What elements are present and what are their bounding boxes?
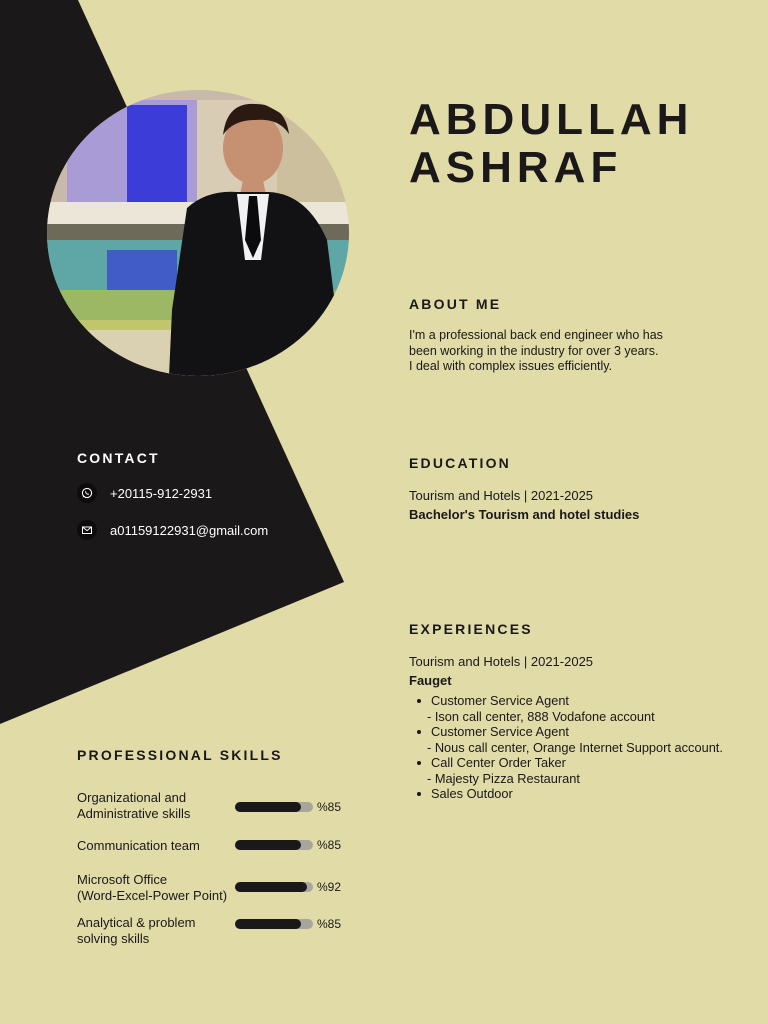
education-title: EDUCATION (409, 455, 511, 471)
last-name: ASHRAF (409, 143, 623, 192)
skill-label-line: Analytical & problem (77, 915, 196, 930)
experience-list (414, 693, 723, 802)
experience-company: Fauget (409, 673, 452, 688)
education-line: Tourism and Hotels | 2021-2025 (409, 488, 594, 503)
first-name: ABDULLAH (409, 95, 694, 144)
skill-label (77, 838, 200, 854)
experience-detail: - Nous call center, Orange Internet Support account. (427, 739, 723, 755)
skills-title: PROFESSIONAL SKILLS (77, 747, 283, 763)
experience-detail: - Ison call center, 888 Vodafone account (427, 708, 655, 724)
experience-role: Call Center Order Taker (414, 755, 723, 771)
skill-bar (235, 802, 313, 812)
skill-bar-fill (235, 802, 301, 812)
skill-bar-fill (235, 840, 301, 850)
skill-bar-fill (235, 919, 301, 929)
skill-label-line: Communication team (77, 838, 200, 853)
about-text (409, 328, 663, 375)
contact-phone[interactable] (77, 483, 212, 503)
experience-role: Customer Service Agent (414, 724, 723, 740)
skill-label-line: Organizational and (77, 790, 187, 805)
skill-label (77, 790, 190, 822)
about-line: I deal with complex issues efficiently. (409, 359, 613, 373)
skill-label-line: (Word-Excel-Power Point) (77, 888, 228, 903)
skill-percent: %85 (317, 917, 342, 931)
skill-percent: %85 (317, 800, 342, 814)
skill-label-line: Administrative skills (77, 806, 191, 821)
skill-percent: %92 (317, 880, 342, 894)
skill-bar (235, 840, 313, 850)
experiences-title: EXPERIENCES (409, 621, 533, 637)
experience-role: Customer Service Agent (414, 693, 723, 709)
skill-bar (235, 919, 313, 929)
phone-number: +20115-912-2931 (110, 485, 213, 501)
skill-percent: %85 (317, 838, 342, 852)
about-title: ABOUT ME (409, 296, 502, 312)
mail-icon (77, 520, 97, 540)
contact-title: CONTACT (77, 450, 160, 466)
experience-line: Tourism and Hotels | 2021-2025 (409, 654, 594, 669)
skill-label-line: Microsoft Office (77, 872, 168, 887)
email-address: a01159122931@gmail.com (110, 522, 269, 538)
skill-label (77, 872, 227, 904)
about-line: been working in the industry for over 3 years. (409, 343, 659, 358)
skill-label (77, 915, 196, 947)
candidate-name (409, 96, 693, 192)
skill-label-line: solving skills (77, 931, 150, 946)
profile-photo (47, 90, 349, 376)
education-degree: Bachelor's Tourism and hotel studies (409, 507, 640, 522)
experience-detail: - Majesty Pizza Restaurant (427, 770, 580, 786)
whatsapp-icon (77, 483, 97, 503)
skill-bar (235, 882, 313, 892)
contact-email[interactable] (77, 520, 268, 540)
experience-role: Sales Outdoor (414, 786, 723, 802)
about-line: I'm a professional back end engineer who has (409, 328, 663, 342)
skill-bar-fill (235, 882, 307, 892)
